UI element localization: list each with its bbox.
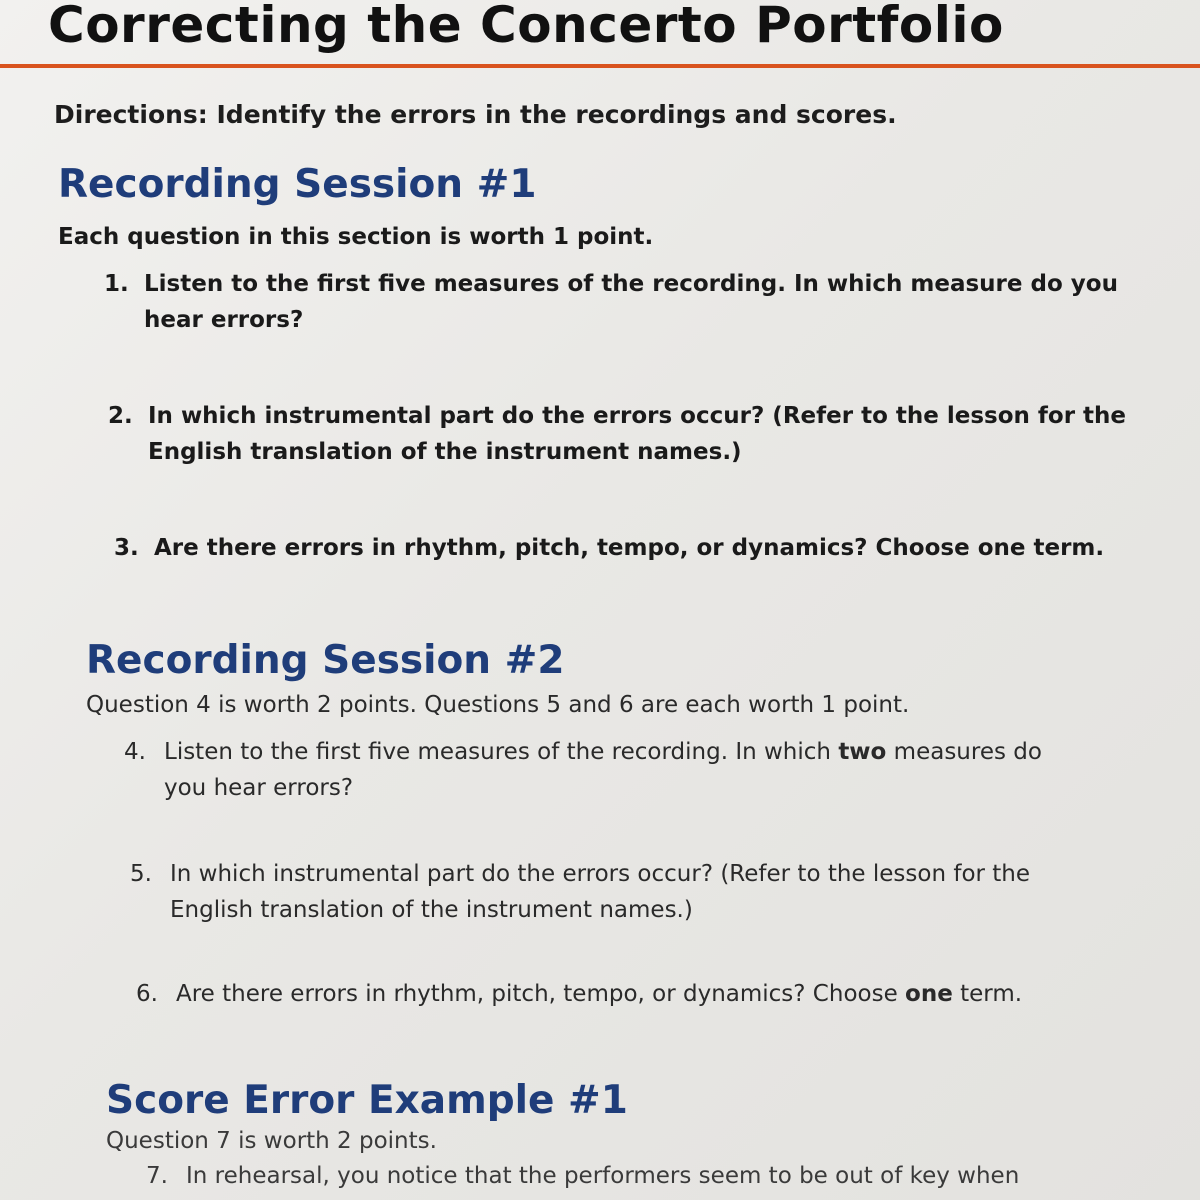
question-text-continued: English translation of the instrument names.)	[148, 439, 742, 465]
question-text: In rehearsal, you notice that the performers seem to be out of key when	[186, 1163, 1020, 1189]
section-heading: Score Error Example #1	[106, 1078, 628, 1123]
directions	[54, 100, 897, 129]
question-3	[114, 530, 1104, 566]
question-6	[136, 976, 1022, 1012]
question-text-continued: English translation of the instrument names.)	[170, 897, 693, 923]
page-title: Correcting the Concerto Portfolio	[48, 0, 1004, 54]
section-note: Question 7 is worth 2 points.	[106, 1128, 437, 1154]
title-divider	[0, 64, 1200, 68]
section-heading: Recording Session #2	[86, 638, 565, 683]
section-note: Each question in this section is worth 1 point.	[58, 224, 654, 250]
section-note: Question 4 is worth 2 points. Questions 5 and 6 are each worth 1 point.	[86, 692, 910, 718]
section-heading: Recording Session #1	[58, 162, 537, 207]
question-2	[108, 398, 1126, 470]
question-5	[130, 856, 1030, 928]
question-number: 5.	[130, 861, 152, 887]
question-text-continued: hear errors?	[144, 307, 304, 333]
emphasis: one	[977, 535, 1026, 561]
question-text-end: term.	[1025, 535, 1105, 561]
question-text: Are there errors in rhythm, pitch, tempo, or dynamics? Choose	[176, 981, 906, 1007]
question-number: 6.	[136, 981, 158, 1007]
emphasis: one	[905, 981, 953, 1007]
question-number: 1.	[104, 271, 129, 297]
question-text: In which instrumental part do the errors occur? (Refer to the lesson for the	[148, 403, 1127, 429]
directions-text: Identify the errors in the recordings and scores.	[207, 100, 897, 129]
question-number: 4.	[124, 739, 146, 765]
question-text: Are there errors in rhythm, pitch, tempo, or dynamics? Choose	[154, 535, 978, 561]
directions-label: Directions:	[54, 100, 208, 129]
question-number: 2.	[108, 403, 133, 429]
question-text-end: measures do	[886, 739, 1042, 765]
emphasis: two	[838, 739, 887, 765]
question-number: 3.	[114, 535, 139, 561]
question-text-end: term.	[952, 981, 1023, 1007]
question-number: 7.	[146, 1163, 168, 1189]
question-1	[104, 266, 1118, 338]
question-4	[124, 734, 1042, 806]
question-text: In which instrumental part do the errors occur? (Refer to the lesson for the	[170, 861, 1031, 887]
question-7	[146, 1158, 1019, 1194]
question-text: Listen to the first five measures of the recording. In which measure do you	[144, 271, 1118, 297]
question-text-continued: you hear errors?	[164, 775, 354, 801]
question-text: Listen to the first five measures of the recording. In which	[164, 739, 839, 765]
